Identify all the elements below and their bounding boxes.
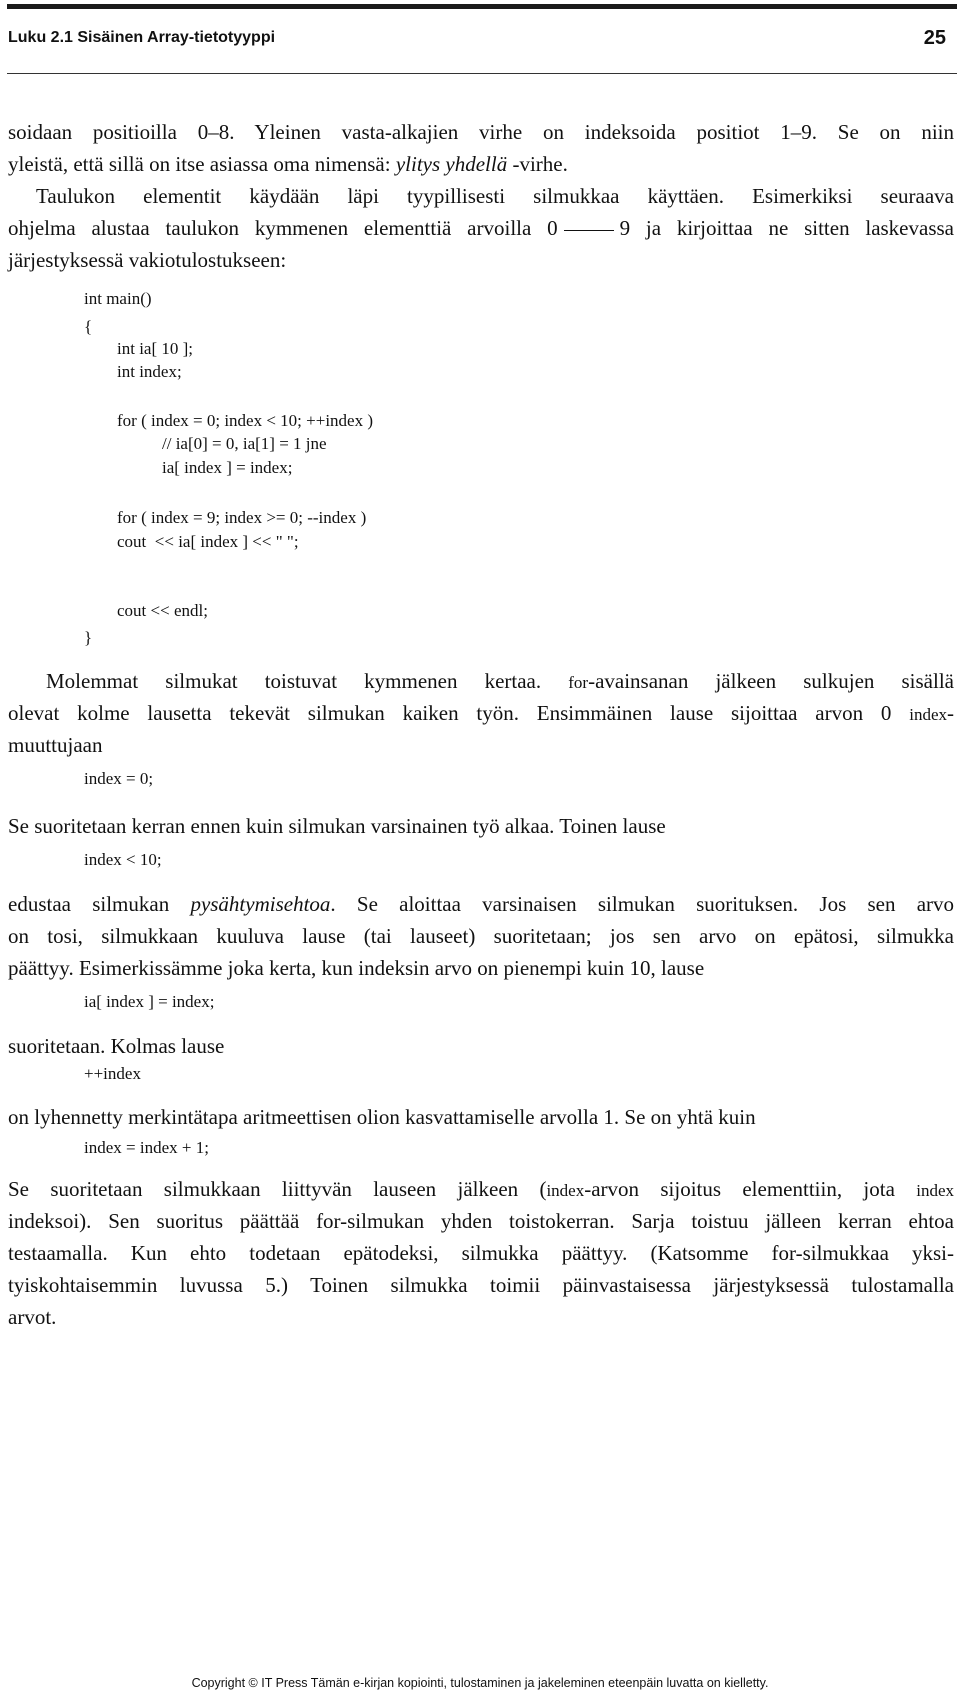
header-rule: [7, 4, 957, 9]
em-dash: [564, 230, 614, 231]
body-line: suoritetaan. Kolmas lause: [8, 1034, 225, 1058]
chapter-title: Luku 2.1 Sisäinen Array-tietotyyppi: [8, 29, 276, 46]
code-line: }: [84, 628, 93, 647]
code-line: ia[ index ] = index;: [84, 992, 215, 1011]
body-line: Molemmat silmukat toistuvat kymmenen kertaa. for-avainsanan jälkeen sulkujen sisällä: [46, 669, 954, 693]
code-line: index = index + 1;: [84, 1138, 209, 1157]
copyright-footer: Copyright © IT Press Tämän e-kirjan kopiointi, tulostaminen ja jakeleminen eteenpäin luvatta on kielletty.: [191, 1676, 769, 1690]
body-line: on tosi, silmukkaan kuuluva lause (tai lauseet) suoritetaan; jos sen arvo on epätosi, silmukka: [8, 924, 954, 948]
code-line: cout << endl;: [117, 601, 208, 620]
inline-code: for: [568, 673, 589, 692]
body-line: tyiskohtaisemmin luvussa 5.) Toinen silmukka toimii päinvastaisessa järjestyksessä tulostamalla: [8, 1273, 954, 1297]
code-line: int main(): [84, 289, 152, 308]
body-line: Se suoritetaan silmukkaan liittyvän lauseen jälkeen (index-arvon sijoitus elementtiin, jota index: [8, 1177, 954, 1201]
body-line: olevat kolme lausetta tekevät silmukan kaiken työn. Ensimmäinen lause sijoittaa arvon 0 index-: [8, 701, 954, 725]
body-line: ohjelma alustaa taulukon kymmenen elementtiä arvoilla 0 9 ja kirjoittaa ne sitten laskevassa: [8, 216, 954, 240]
body-line: indeksoi). Sen suoritus päättää for-silmukan yhden toistokerran. Sarja toistuu jälleen kerran ehtoa: [8, 1209, 954, 1233]
code-line: {: [84, 317, 93, 336]
code-line: cout << ia[ index ] << " ";: [117, 532, 299, 551]
body-line: Se suoritetaan kerran ennen kuin silmukan varsinainen työ alkaa. Toinen lause: [8, 814, 666, 838]
code-line: ++index: [84, 1064, 141, 1083]
code-line: ia[ index ] = index;: [162, 458, 293, 477]
body-line: muuttujaan: [8, 733, 103, 757]
body-line: Taulukon elementit käydään läpi tyypillisesti silmukkaa käyttäen. Esimerkiksi seuraava: [36, 184, 954, 208]
term-emphasis: pysähtymisehtoa: [190, 892, 331, 916]
code-line: for ( index = 0; index < 10; ++index ): [117, 411, 373, 430]
inline-code: index: [546, 1181, 585, 1200]
code-line: // ia[0] = 0, ia[1] = 1 jne: [162, 434, 327, 453]
body-line: järjestyksessä vakiotulostukseen:: [8, 248, 287, 272]
page-number: 25: [923, 27, 946, 49]
body-line: arvot.: [8, 1305, 57, 1329]
code-line: int ia[ 10 ];: [117, 339, 194, 358]
body-line: testaamalla. Kun ehto todetaan epätodeksi, silmukka päättyy. (Katsomme for-silmukkaa yksi-: [8, 1241, 954, 1265]
body-line: päättyy. Esimerkissämme joka kerta, kun indeksin arvo on pienempi kuin 10, lause: [8, 956, 705, 980]
code-line: index < 10;: [84, 850, 162, 869]
code-line: for ( index = 9; index >= 0; --index ): [117, 508, 367, 527]
inline-code: index: [916, 1181, 954, 1200]
code-line: index = 0;: [84, 769, 154, 788]
term-emphasis: ylitys yhdellä: [395, 152, 508, 176]
body-line: yleistä, että sillä on itse asiassa oma nimensä: ylitys yhdellä -virhe.: [8, 152, 568, 176]
body-line: on lyhennetty merkintätapa aritmeettisen olion kasvattamiselle arvolla 1. Se on yhtä kuin: [8, 1105, 756, 1129]
header-separator: [7, 73, 957, 74]
body-line: edustaa silmukan pysähtymisehtoa. Se aloittaa varsinaisen silmukan suorituksen. Jos sen arvo: [8, 892, 955, 916]
inline-code: index: [909, 705, 947, 724]
body-line: soidaan positioilla 0–8. Yleinen vasta-alkajien virhe on indeksoida positiot 1–9. Se on niin: [8, 120, 954, 144]
code-line: int index;: [117, 362, 182, 381]
